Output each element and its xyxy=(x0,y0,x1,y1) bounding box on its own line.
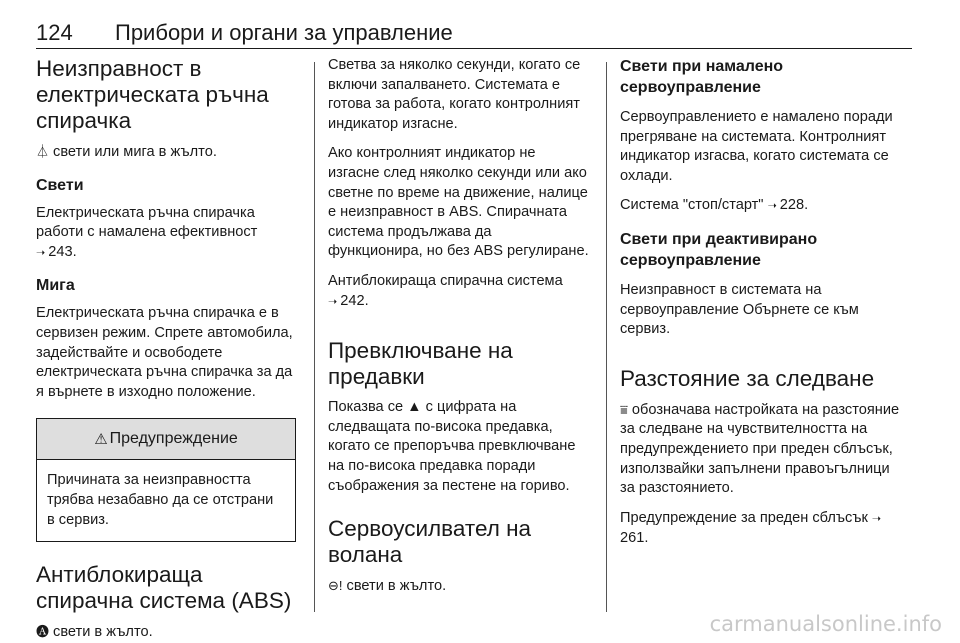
reference-arrow-icon: ➝ xyxy=(328,295,338,308)
paragraph: ⊖! свети в жълто. xyxy=(328,578,447,595)
page-reference: 261. xyxy=(620,530,649,547)
paragraph: Предупреждение за преден сблъсък ➝261. xyxy=(620,509,882,547)
page-number: 124 xyxy=(36,20,73,45)
page-reference: 228. xyxy=(779,197,809,214)
column-divider xyxy=(606,62,607,612)
column-2 xyxy=(328,56,590,597)
warning-title: Предупреждение xyxy=(109,430,238,448)
section-heading-power-steering: Сервоусилвател на волана xyxy=(328,516,532,568)
parking-brake-icon: ⏃ xyxy=(36,144,50,159)
paragraph: 🅐 свети в жълто. xyxy=(36,624,153,641)
warning-triangle-icon: ⚠ xyxy=(94,431,108,449)
reference-arrow-icon: ➝ xyxy=(767,200,777,213)
paragraph: Ако контролният индикатор не изгасне след няколко секунди или ако светне по време на движение, налице е неизправност в ABS. Спирачната система продължава да функционира, но без ABS регулиране. xyxy=(328,145,589,260)
section-heading-gear-shift: Превключване на предавки xyxy=(328,338,513,390)
subheading-reduced-steering: Свети при намалено сервоуправление xyxy=(620,58,784,96)
page-reference: 243. xyxy=(48,243,77,260)
warning-text: Причината за неизправността трябва незабавно да се отстрани в сервиз. xyxy=(47,472,274,528)
warning-header xyxy=(37,419,295,460)
subheading-miga: Мига xyxy=(36,277,75,295)
column-3 xyxy=(620,56,902,549)
steering-warning-icon: ⊖! xyxy=(328,578,343,594)
paragraph: ⩸ обозначава настройката на разстояние за следване на чувствителността на предупреждението при преден сблъсък, използвайки запълнени правоъгълници за разстоянието. xyxy=(620,401,900,497)
section-heading-parking-brake: Неизправност в електрическата ръчна спирачка xyxy=(36,56,269,133)
running-title: Прибори и органи за управление xyxy=(115,20,453,45)
paragraph: Неизправност в системата на сервоуправление Обърнете се към сервиз. xyxy=(620,281,859,338)
abs-icon: 🅐 xyxy=(36,624,50,640)
section-heading-abs: Антиблокираща спирачна система (ABS) xyxy=(36,562,292,614)
section-heading-following-distance: Разстояние за следване xyxy=(620,365,875,391)
page-reference: 242. xyxy=(340,292,369,309)
paragraph: Сервоуправлението е намалено поради прегряване на системата. Контролният индикатор изгасва, когато системата се охлади. xyxy=(620,109,893,184)
page-header xyxy=(36,22,912,49)
paragraph: Показва се ▲ с цифрата на следващата по-висока предавка, когато се препоръчва превключване на по-висока предавка поради съображения за пестене на гориво. xyxy=(328,399,576,494)
paragraph: Светва за няколко секунди, когато се включи запалването. Системата е готова за работа, когато контролният индикатор изгасне. xyxy=(328,57,581,132)
paragraph: Електрическата ръчна спирачка е в сервизен режим. Спрете автомобила, задействайте и освободете електрическата ръчна спирачка за да я върнете в изходно положение. xyxy=(36,305,293,400)
reference-arrow-icon: ➝ xyxy=(36,246,46,259)
following-distance-icon: ⩸ xyxy=(620,401,628,417)
subheading-sveti: Свети xyxy=(36,176,84,194)
watermark: carmanualsonline.info xyxy=(709,612,942,636)
paragraph: Електрическата ръчна спирачка работи с намалена ефективност ➝ 243. xyxy=(36,204,304,264)
warning-box xyxy=(36,418,296,542)
paragraph: Антиблокираща спирачна система ➝ 242. xyxy=(328,272,590,312)
paragraph: ⏃ свети или мига в жълто. xyxy=(36,144,217,160)
paragraph: Система "стоп/старт" ➝ 228. xyxy=(620,196,902,217)
column-divider xyxy=(314,62,315,612)
reference-arrow-icon: ➝ xyxy=(871,512,882,525)
column-1 xyxy=(36,56,304,643)
subheading-deactivated-steering: Свети при деактивирано сервоуправление xyxy=(620,230,818,269)
